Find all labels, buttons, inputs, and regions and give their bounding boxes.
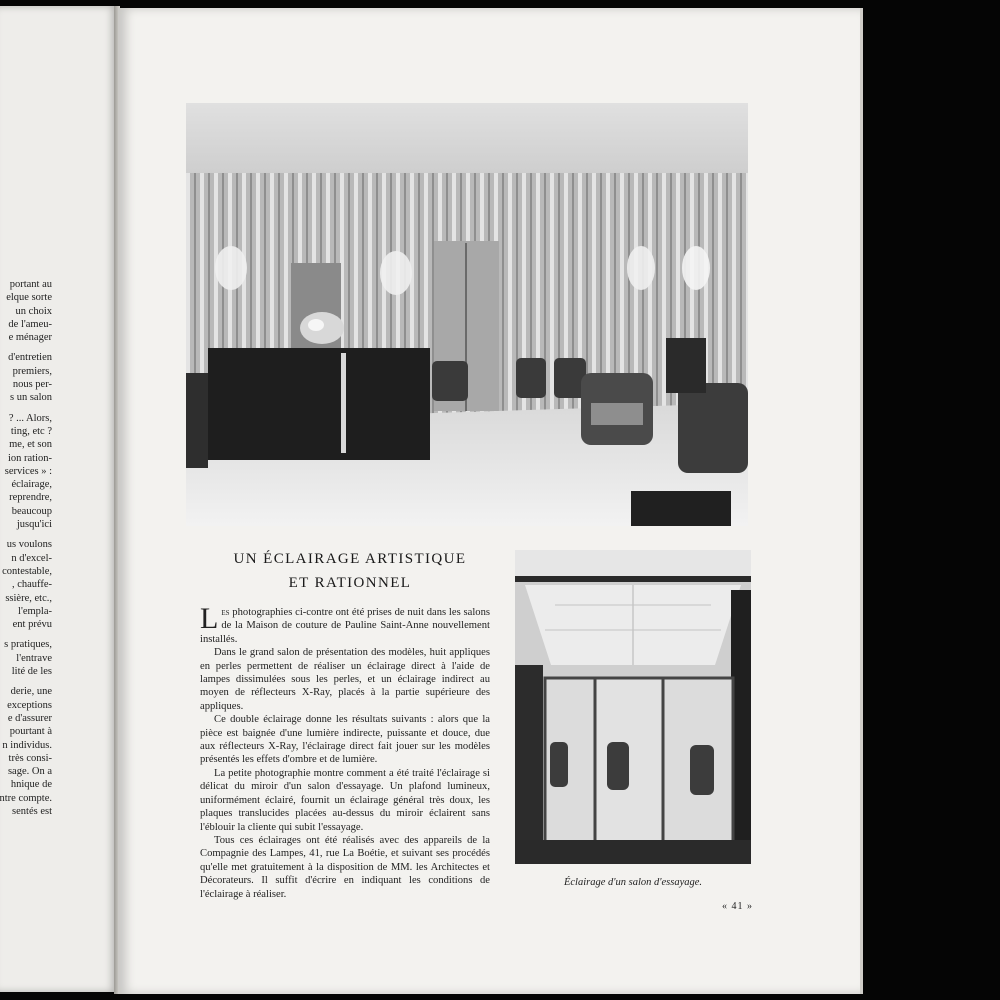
drop-cap: L [200, 602, 219, 635]
article-body [200, 602, 490, 901]
left-text-line: jusqu'ici [16, 519, 52, 531]
left-text-line: us voulons [6, 539, 52, 551]
left-text-line: exceptions [7, 699, 52, 711]
left-text-line: ssière, etc., [5, 592, 52, 604]
article-title-line2: ET RATIONNEL [288, 575, 412, 591]
left-text-line: reprendre, [9, 492, 52, 504]
left-text-line: ting, etc ? [10, 425, 52, 437]
left-text-line: éclairage, [11, 479, 52, 491]
paragraph-3: Ce double éclairage donne les résultats suivants : alors que la pièce est baignée d'une lumière indirecte, puissante et douce, due aux réflecteurs X-Ray, l'éclairage direct fait jouer sur les modèles présentés les effets d'ombre et de lumière. [200, 714, 490, 766]
left-text-line: portant au [9, 279, 52, 290]
salon-photograph [186, 103, 748, 526]
left-text-gap [0, 344, 52, 351]
left-text-line: sage. On a [7, 766, 52, 778]
left-text-line: services » : [4, 465, 52, 477]
paragraph-5: Tous ces éclairages ont été réalisés avec des appareils de la Compagnie des Lampes, 41, rue La Boétie, et suivant ses procédés qu'elle met gratuitement à la disposition de MM. les Architectes et Décorateurs. Il suffit d'écrire en indiquant les conditions de l'éclairage à réaliser. [200, 834, 490, 900]
left-text-line: ent prévu [12, 619, 52, 631]
left-text-gap [0, 405, 52, 412]
left-page [0, 6, 118, 992]
left-text-line: e d'assurer [7, 712, 52, 724]
article-title [200, 547, 500, 595]
salon-photo-drawing [186, 103, 748, 526]
left-text-line: sentés est [12, 805, 52, 817]
left-text-line: beaucoup [11, 505, 52, 517]
left-text-line: un choix [15, 305, 52, 317]
left-text-line: lité de les [11, 666, 52, 678]
article-title-line1: UN ÉCLAIRAGE ARTISTIQUE [233, 551, 467, 567]
page-number: « 41 » [722, 901, 753, 912]
photo-caption: Éclairage d'un salon d'essayage. [563, 877, 703, 888]
left-text-gap [0, 631, 52, 638]
left-text-line: derie, une [10, 686, 52, 698]
left-text-line: pourtant à [9, 726, 52, 738]
left-text-line: ? ... Alors, [8, 412, 52, 424]
paragraph-1-text: photographies ci-contre ont été prises de nuit dans les salons de la Maison de couture de Pauline Saint-Anne nouvellement installés. [200, 607, 490, 645]
left-text-line: , chauffe- [11, 579, 52, 591]
fitting-room-photograph [515, 550, 751, 864]
left-text-line: hnique de [10, 779, 52, 791]
paragraph-1-smallcaps: es [221, 607, 230, 618]
left-page-text [0, 278, 52, 818]
left-text-line: premiers, [12, 365, 52, 377]
left-text-line: très consi- [8, 752, 52, 764]
left-text-line: contestable, [2, 565, 52, 577]
left-text-line: ntre compte. [0, 792, 52, 804]
left-text-line: nous per- [12, 379, 52, 391]
left-text-line: e ménager [8, 332, 52, 344]
left-text-gap [0, 678, 52, 685]
left-text-line: elque sorte [6, 292, 52, 304]
left-text-line: de l'ameu- [8, 318, 52, 330]
left-text-line: n individus. [2, 739, 52, 751]
fitting-room-photo-drawing [515, 550, 751, 864]
paragraph-2: Dans le grand salon de présentation des modèles, huit appliques en perles permettent de réaliser un éclairage direct à l'aide de lampes dissimulées sous les perles, et un éclairage indirect au moyen de réflecteurs X-Ray, placés à la partie supérieure des appliques. [200, 647, 490, 712]
left-text-line: me, et son [9, 439, 52, 451]
left-text-line: ion ration- [7, 452, 52, 464]
paragraph-1 [200, 602, 490, 646]
left-text-line: s pratiques, [4, 639, 52, 651]
left-text-line: d'entretien [8, 352, 52, 364]
left-text-line: n d'excel- [11, 552, 52, 564]
left-text-gap [0, 531, 52, 538]
left-text-line: l'empla- [18, 605, 52, 617]
left-text-line: s un salon [10, 392, 52, 404]
paragraph-4: La petite photographie montre comment a été traité l'éclairage si délicat du miroir d'un salon d'essayage. Un plafond lumineux, uniformément éclairé, fournit un éclairage général très doux, les plaques translucides placées au-dessus du miroir éclairent sans l'éblouir la cliente qui subit l'essayage. [200, 767, 490, 833]
left-text-line: l'entrave [16, 652, 52, 664]
page-edge [860, 8, 863, 994]
